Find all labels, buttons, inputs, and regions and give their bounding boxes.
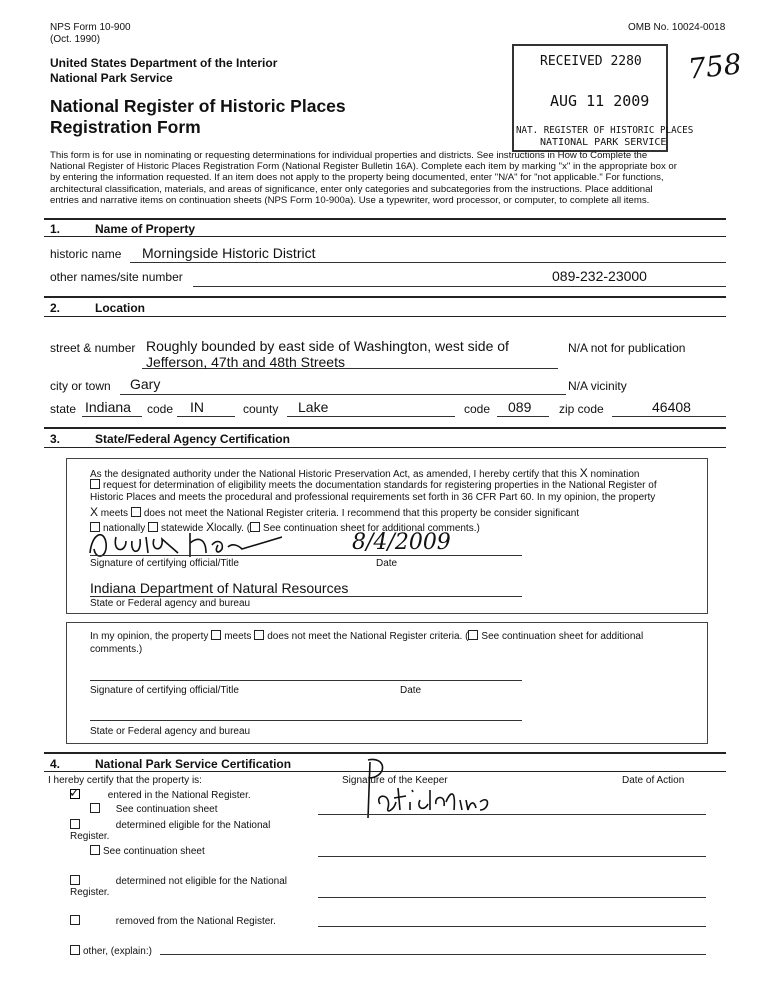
form-title: National Register of Historic Places	[50, 96, 346, 116]
state-code-line	[177, 416, 235, 417]
removed-checkbox[interactable]	[70, 915, 80, 925]
county-label: county	[243, 402, 279, 416]
handwritten-number: 758	[686, 47, 744, 86]
state-code-value[interactable]: IN	[190, 399, 204, 415]
zip-value[interactable]: 46408	[652, 399, 691, 415]
option-not-eligible	[70, 875, 287, 887]
cert-text: locally. (	[214, 523, 251, 534]
vicinity-label: vicinity	[590, 379, 627, 393]
agency-value[interactable]: Indiana Department of Natural Resources	[90, 580, 349, 596]
section-2-number: 2.	[50, 301, 61, 315]
vicinity	[568, 379, 627, 393]
signature-label-2: Signature of certifying official/Title	[90, 685, 239, 696]
signature-line-2	[90, 680, 522, 681]
option-removed	[70, 915, 276, 927]
not-eligible-line	[318, 897, 706, 898]
option-entered-continuation	[90, 803, 218, 815]
option-text: entered in the National Register.	[107, 790, 251, 801]
cert-line-4	[90, 505, 579, 519]
cert-line-3: Historic Places and meets the procedural and professional requirements set forth in 36 CFR Part 60. In my opinion, the property	[90, 492, 656, 503]
does-not-meet-checkbox[interactable]	[131, 507, 141, 517]
option-text: removed from the National Register.	[115, 916, 276, 927]
cert-text: does not meet the National Register criteria. I recommend that this property be consider significant	[143, 508, 580, 519]
date-label-2: Date	[400, 685, 422, 696]
stamp-line2: NATIONAL PARK SERVICE	[540, 137, 667, 148]
state-code-label: code	[147, 402, 174, 416]
certify-text: I hereby certify that the property is:	[48, 775, 202, 786]
street-label: street & number	[50, 341, 136, 355]
county-code-value[interactable]: 089	[508, 399, 532, 415]
request-checkbox[interactable]	[90, 479, 100, 489]
state-label: state	[50, 402, 77, 416]
county-code-label: code	[464, 402, 491, 416]
instructions-line: National Register of Historic Places Registration Form (National Register Bulletin 16A). Complete each item by marking "x" in the appropriate box or	[50, 161, 677, 173]
stamp-received: RECEIVED 2280	[540, 54, 642, 69]
date-label: Date	[376, 558, 398, 569]
opinion-line-2: comments.)	[90, 644, 143, 655]
street-value-line1[interactable]: Roughly bounded by east side of Washington, west side of	[146, 338, 509, 354]
section-divider	[44, 427, 726, 429]
department-name: United States Department of the Interior	[50, 56, 278, 70]
section-divider	[44, 447, 726, 448]
historic-name-label: historic name	[50, 247, 122, 261]
form-subtitle: Registration Form	[50, 117, 201, 137]
section-2-title: Location	[95, 301, 145, 315]
option-eligible-register: Register.	[70, 831, 110, 842]
eligible-checkbox[interactable]	[70, 819, 80, 829]
section-divider	[44, 236, 726, 237]
option-entered	[69, 785, 251, 801]
section-divider	[44, 316, 726, 317]
option-eligible-continuation	[90, 845, 205, 857]
option-not-eligible-register: Register.	[70, 887, 110, 898]
section-divider	[44, 218, 726, 220]
eligible-line	[318, 856, 706, 857]
zip-line	[612, 416, 726, 417]
omb-number: OMB No. 10024-0018	[628, 22, 726, 33]
option-text: See continuation sheet	[103, 846, 205, 857]
form-date: (Oct. 1990)	[50, 34, 101, 45]
option-text: See continuation sheet	[115, 804, 218, 815]
city-line	[120, 394, 566, 395]
opinion-text: does not meet the National Register criteria. (	[267, 631, 469, 642]
check-icon: ✓	[69, 785, 80, 800]
instructions	[50, 150, 677, 206]
signature-line	[90, 555, 522, 556]
section-1-number: 1.	[50, 222, 61, 236]
cert-line-1	[90, 466, 639, 480]
locally-mark[interactable]: X	[206, 520, 215, 534]
instructions-line: entries and narrative items on continuation sheets (NPS Form 10-900a). Use a typewriter, word processor, or computer, to complete all items.	[50, 194, 650, 206]
removed-line	[318, 926, 706, 927]
other-checkbox[interactable]	[70, 945, 80, 955]
nomination-mark[interactable]: X	[579, 466, 588, 480]
county-code-line	[497, 416, 549, 417]
section-3-number: 3.	[50, 432, 61, 446]
signature-label: Signature of certifying official/Title	[90, 558, 239, 569]
site-number-value[interactable]: 089-232-23000	[552, 268, 647, 284]
option-eligible	[70, 819, 270, 831]
form-number: NPS Form 10-900	[50, 22, 131, 33]
not-for-publication-label: not for publication	[590, 341, 686, 355]
option-text: determined eligible for the National	[115, 820, 271, 831]
continuation-checkbox-3[interactable]	[90, 803, 100, 813]
continuation-checkbox-2[interactable]	[468, 630, 478, 640]
city-value[interactable]: Gary	[130, 376, 161, 392]
cert-text: meets	[100, 508, 129, 519]
signature-date-handwritten: 8/4/2009	[352, 530, 451, 555]
historic-name-line	[130, 262, 726, 263]
meets-mark[interactable]: X	[90, 505, 99, 519]
instructions-line: This form is for use in nominating or requesting determinations for individual properties and districts. See instructions in How to Complete the	[50, 150, 648, 161]
continuation-checkbox-4[interactable]	[90, 845, 100, 855]
service-name: National Park Service	[50, 71, 173, 85]
instructions-line: by entering the information requested. If an item does not apply to the property being documented, enter "N/A" for "not applicable." For functions,	[50, 172, 664, 184]
cert-text: As the designated authority under the National Historic Preservation Act, as amended, I hereby certify that this	[90, 469, 577, 480]
historic-name-value[interactable]: Morningside Historic District	[142, 245, 316, 261]
state-line	[82, 416, 142, 417]
agency-line-2	[90, 720, 522, 721]
cert-text: See continuation sheet for additional comments.)	[263, 523, 480, 534]
does-not-meet-checkbox-2[interactable]	[254, 630, 264, 640]
not-for-publication	[568, 341, 685, 355]
other-names-label: other names/site number	[50, 270, 183, 284]
cert-text: nomination	[590, 469, 640, 480]
meets-checkbox[interactable]	[211, 630, 221, 640]
cert-text: statewide	[161, 523, 204, 534]
cert-text: nationally	[103, 523, 146, 534]
other-names-line	[193, 286, 726, 287]
na-publication-value[interactable]: N/A	[568, 341, 588, 355]
section-1-title: Name of Property	[95, 222, 196, 236]
opinion-text: meets	[224, 631, 252, 642]
section-4-title: National Park Service Certification	[95, 757, 292, 771]
section-divider	[44, 296, 726, 298]
instructions-line: architectural classification, materials, and areas of significance, enter only categories and subcategories from the instructions. Place additional	[50, 183, 653, 195]
city-label: city or town	[50, 379, 111, 393]
opinion-line-1	[90, 630, 643, 642]
option-text: other, (explain:)	[83, 946, 152, 957]
cert-text: request for determination of eligibility meets the documentation standards for registering properties in the National Register of	[103, 480, 657, 491]
received-stamp	[512, 44, 694, 152]
agency-line	[90, 596, 522, 597]
option-other	[70, 945, 152, 957]
agency-label-2: State or Federal agency and bureau	[90, 726, 251, 737]
street-value-line2[interactable]: Jefferson, 47th and 48th Streets	[146, 354, 345, 370]
state-value[interactable]: Indiana	[85, 399, 131, 415]
na-vicinity-value[interactable]: N/A	[568, 379, 588, 393]
opinion-text: See continuation sheet for additional	[481, 631, 644, 642]
not-eligible-checkbox[interactable]	[70, 875, 80, 885]
section-4-number: 4.	[50, 757, 61, 771]
stamp-line1: NAT. REGISTER OF HISTORIC PLACES	[516, 125, 694, 136]
stamp-date: AUG 11 2009	[550, 92, 650, 110]
agency-label: State or Federal agency and bureau	[90, 598, 251, 609]
county-line	[287, 416, 455, 417]
section-3-title: State/Federal Agency Certification	[95, 432, 290, 446]
option-text: determined not eligible for the National	[115, 876, 287, 887]
date-of-action-label: Date of Action	[622, 775, 685, 786]
keeper-label: Signature of the Keeper	[342, 775, 448, 786]
keeper-signature-line	[318, 814, 706, 815]
cert-line-2	[90, 479, 657, 491]
opinion-text: In my opinion, the property	[90, 631, 209, 642]
zip-label: zip code	[559, 402, 604, 416]
county-value[interactable]: Lake	[298, 399, 329, 415]
other-explain-line[interactable]	[160, 954, 706, 955]
